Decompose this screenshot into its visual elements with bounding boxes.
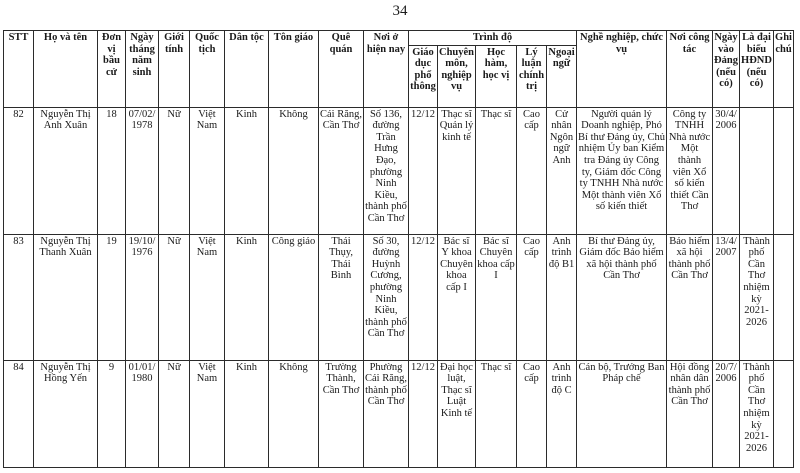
- header-nationality: Quốc tịch: [190, 31, 225, 108]
- header-gender: Giới tính: [159, 31, 190, 108]
- cell-name: Nguyễn Thị Anh Xuân: [34, 107, 98, 234]
- cell-delegate: Thành phố Cần Thơ nhiệm kỳ 2021-2026: [740, 360, 774, 467]
- cell-workplace: Công ty TNHH Nhà nước Một thành viên Xổ số kiến thiết Cần Thơ: [667, 107, 713, 234]
- cell-religion: Công giáo: [269, 234, 319, 360]
- cell-religion: Không: [269, 360, 319, 467]
- cell-nationality: Việt Nam: [190, 107, 225, 234]
- cell-ethnicity: Kinh: [225, 107, 269, 234]
- cell-general-edu: 12/12: [409, 234, 438, 360]
- cell-party-date: 30/4/ 2006: [713, 107, 740, 234]
- cell-academic: Thạc sĩ: [476, 360, 517, 467]
- cell-language: Anh trình độ B1: [547, 234, 577, 360]
- header-party-date: Ngày vào Đảng (nếu có): [713, 31, 740, 108]
- table-row: [4, 360, 794, 467]
- cell-general-edu: 12/12: [409, 107, 438, 234]
- cell-name: Nguyễn Thị Thanh Xuân: [34, 234, 98, 360]
- cell-name: Nguyễn Thị Hồng Yến: [34, 360, 98, 467]
- header-general-edu: Giáo dục phổ thông: [409, 45, 438, 107]
- cell-hometown: Cái Răng, Cần Thơ: [319, 107, 364, 234]
- cell-hometown: Thái Thụy, Thái Bình: [319, 234, 364, 360]
- table-row: [4, 107, 794, 234]
- cell-specialty: Thạc sĩ Quản lý kinh tế: [438, 107, 476, 234]
- cell-political: Cao cấp: [517, 360, 547, 467]
- cell-specialty: Bác sĩ Y khoa Chuyên khoa cấp I: [438, 234, 476, 360]
- cell-party-date: 20/7/ 2006: [713, 360, 740, 467]
- header-specialty: Chuyên môn, nghiệp vụ: [438, 45, 476, 107]
- cell-dob: 19/10/ 1976: [126, 234, 159, 360]
- cell-religion: Không: [269, 107, 319, 234]
- cell-occupation: Bí thư Đảng ủy, Giám đốc Bảo hiểm xã hội thành phố Cần Thơ: [577, 234, 667, 360]
- header-note: Ghi chú: [774, 31, 794, 108]
- cell-delegate: Thành phố Cần Thơ nhiệm kỳ 2021-2026: [740, 234, 774, 360]
- header-political: Lý luận chính trị: [517, 45, 547, 107]
- header-hometown: Quê quán: [319, 31, 364, 108]
- header-delegate: Là đại biểu HĐND (nếu có): [740, 31, 774, 108]
- cell-dob: 07/02/ 1978: [126, 107, 159, 234]
- cell-political: Cao cấp: [517, 234, 547, 360]
- candidate-table: [3, 30, 794, 468]
- cell-gender: Nữ: [159, 234, 190, 360]
- cell-ethnicity: Kinh: [225, 234, 269, 360]
- cell-note: [774, 360, 794, 467]
- cell-occupation: Người quản lý Doanh nghiệp, Phó Bí thư Đảng ủy, Chủ nhiệm Ủy ban Kiểm tra Đảng ủy Công ty, Giám đốc Công ty TNHH Nhà nước Một thành viên Xổ số kiến thiết: [577, 107, 667, 234]
- cell-unit: 19: [98, 234, 126, 360]
- header-language: Ngoại ngữ: [547, 45, 577, 107]
- cell-delegate: [740, 107, 774, 234]
- cell-residence: Số 136, đường Trần Hưng Đạo, phường Ninh Kiều, thành phố Cần Thơ: [364, 107, 409, 234]
- cell-stt: 83: [4, 234, 34, 360]
- cell-unit: 9: [98, 360, 126, 467]
- cell-gender: Nữ: [159, 107, 190, 234]
- header-education-group: Trình độ: [409, 31, 577, 46]
- cell-language: Cử nhân Ngôn ngữ Anh: [547, 107, 577, 234]
- cell-academic: Thạc sĩ: [476, 107, 517, 234]
- cell-language: Anh trình độ C: [547, 360, 577, 467]
- cell-stt: 84: [4, 360, 34, 467]
- cell-note: [774, 107, 794, 234]
- table-row: [4, 234, 794, 360]
- cell-residence: Phường Cái Răng, thành phố Cần Thơ: [364, 360, 409, 467]
- cell-residence: Số 30, đường Huỳnh Cương, phường Ninh Kiều, thành phố Cần Thơ: [364, 234, 409, 360]
- header-stt: STT: [4, 31, 34, 108]
- cell-workplace: Bảo hiểm xã hội thành phố Cần Thơ: [667, 234, 713, 360]
- cell-gender: Nữ: [159, 360, 190, 467]
- header-residence: Nơi ở hiện nay: [364, 31, 409, 108]
- header-row: [4, 31, 794, 46]
- cell-note: [774, 234, 794, 360]
- header-dob: Ngày tháng năm sinh: [126, 31, 159, 108]
- cell-hometown: Trường Thành, Cần Thơ: [319, 360, 364, 467]
- cell-occupation: Cán bộ, Trưởng Ban Pháp chế: [577, 360, 667, 467]
- cell-unit: 18: [98, 107, 126, 234]
- cell-workplace: Hội đồng nhân dân thành phố Cần Thơ: [667, 360, 713, 467]
- header-academic: Học hàm, học vị: [476, 45, 517, 107]
- cell-general-edu: 12/12: [409, 360, 438, 467]
- cell-party-date: 13/4/ 2007: [713, 234, 740, 360]
- header-ethnicity: Dân tộc: [225, 31, 269, 108]
- cell-specialty: Đại học luật, Thạc sĩ Luật Kinh tế: [438, 360, 476, 467]
- page-number: 34: [392, 3, 408, 19]
- header-workplace: Nơi công tác: [667, 31, 713, 108]
- header-occupation: Nghề nghiệp, chức vụ: [577, 31, 667, 108]
- cell-nationality: Việt Nam: [190, 360, 225, 467]
- header-unit: Đơn vị bầu cử: [98, 31, 126, 108]
- cell-political: Cao cấp: [517, 107, 547, 234]
- cell-dob: 01/01/ 1980: [126, 360, 159, 467]
- cell-academic: Bác sĩ Chuyên khoa cấp I: [476, 234, 517, 360]
- header-religion: Tôn giáo: [269, 31, 319, 108]
- cell-stt: 82: [4, 107, 34, 234]
- cell-ethnicity: Kinh: [225, 360, 269, 467]
- cell-nationality: Việt Nam: [190, 234, 225, 360]
- header-name: Họ và tên: [34, 31, 98, 108]
